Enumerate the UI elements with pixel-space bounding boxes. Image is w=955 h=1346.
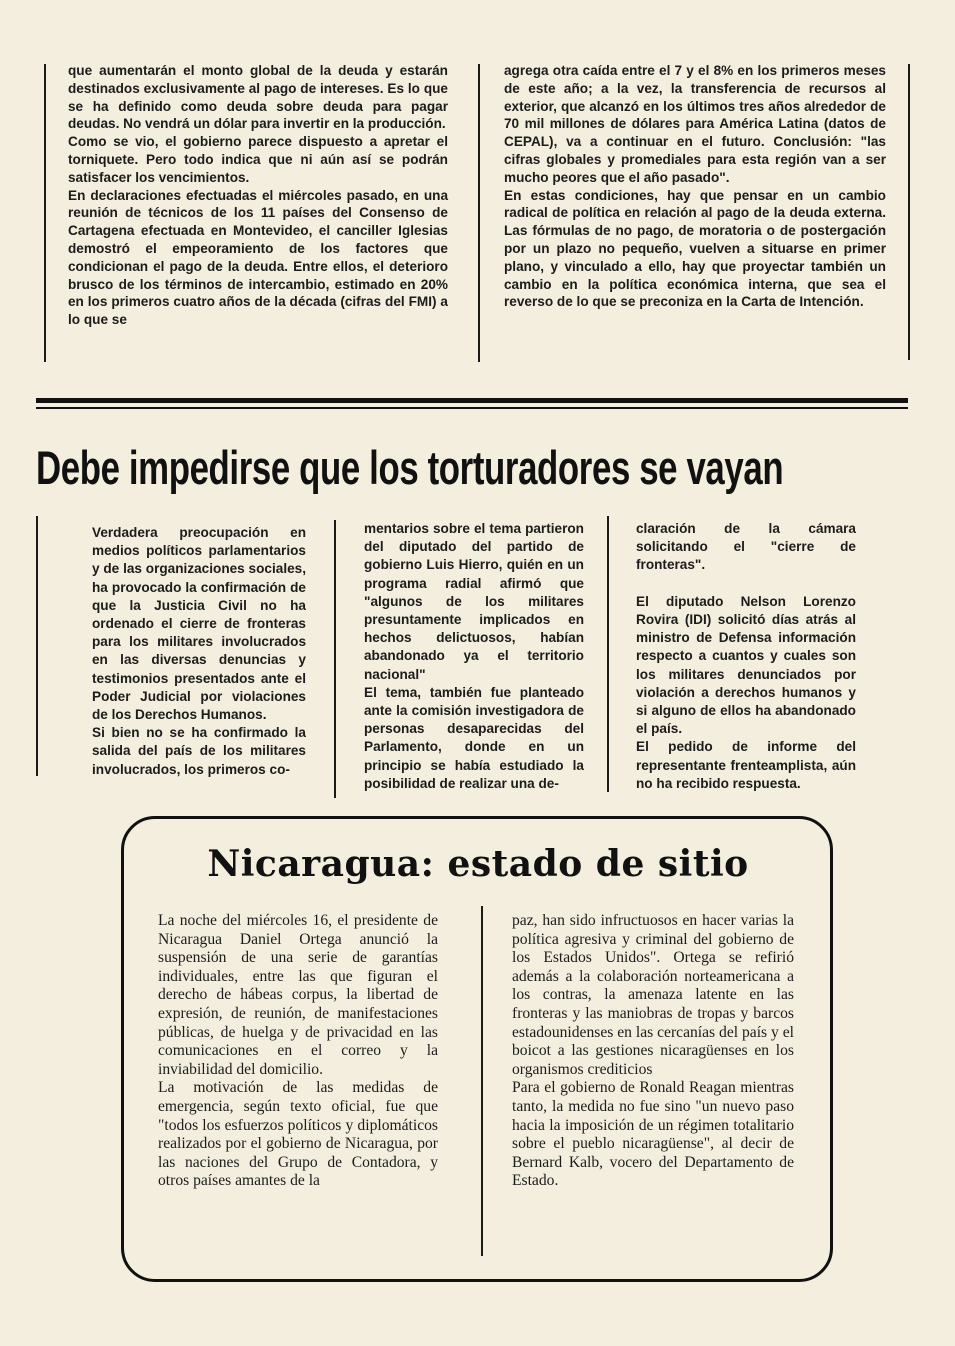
- column-rule-a2: [481, 906, 483, 1256]
- column-rule-top-center: [478, 64, 480, 362]
- article1-column-1: Verdadera preocupación en medios políticos parlamentarios y de las organizaciones sociales, ha provocado la confirmación de que la Justicia Civil no ha ordenado el cierre de fronteras para los militares involucrados en las diversas denuncias y testimonios presentados ante el Poder Judicial por violaciones de los Derechos Humanos. Si bien no se ha confirmado la salida del país de los militares involucrados, los primeros co-: [92, 525, 306, 777]
- column-rule-top-left: [44, 64, 46, 362]
- column-rule-a1-2: [607, 516, 609, 792]
- column-rule-a1-left: [36, 516, 38, 776]
- article1-column-2: mentarios sobre el tema partieron del diputado del partido de gobierno Luis Hierro, quién en un programa radial afirmó que "algunos de los militares presuntamente implicados en hechos delictuosos, habían abandonado ya el territorio nacional" El tema, también fue planteado ante la comisión investigadora de personas desaparecidas del Parlamento, donde en un principio se había estudiado la posibilidad de realizar una de-: [364, 521, 584, 791]
- article-headline-nicaragua: Nicaragua: estado de sitio: [207, 843, 749, 885]
- column-rule-top-right: [908, 64, 910, 360]
- article-headline-torturers: Debe impedirse que los torturadores se vayan: [36, 441, 784, 494]
- column-rule-a1-1: [334, 520, 336, 798]
- article2-column-2: paz, han sido infructuosos en hacer varias la política agresiva y criminal del gobierno de los Estados Unidos". Ortega se refirió además a la colaboración norteamericana a los contras, la amenaza latente en las fronteras y las maniobras de tropas y barcos estadounidenses en las cercanías del país y el boicot a las gestiones nicaragüenses en los organismos crediticios Para el gobierno de Ronald Reagan mientras tanto, la medida no fue sino "un nuevo paso hacia la imposición de un régimen totalitario sobre el pueblo nicaragüense", al decir de Bernard Kalb, vocero del Departamento de Estado.: [512, 912, 794, 1190]
- top-left-column: que aumentarán el monto global de la deuda y estarán destinados exclusivamente al pago de intereses. Es lo que se ha definido como deuda sobre deuda para pagar deudas. No vendrá un dólar para invertir en la producción. Como se vio, el gobierno parece dispuesto a apretar el torniquete. Pero todo indica que ni aún así se podrán satisfacer los vencimientos. En declaraciones efectuadas el miércoles pasado, en una reunión de técnicos de los 11 países del Consenso de Cartagena efectuada en Montevideo, el canciller Iglesias demostró el empeoramiento de los factores que condicionan el pago de la deuda. Entre ellos, el deterioro brusco de los términos de intercambio, estimado en 20% en los primeros cuatro años de la década (cifras del FMI) a lo que se: [68, 63, 448, 328]
- article2-column-1: La noche del miércoles 16, el presidente de Nicaragua Daniel Ortega anunció la suspensión de una serie de garantías individuales, entre las que figuran el derecho de hábeas corpus, la libertad de expresión, de reunión, de manifestaciones públicas, de huelga y de privacidad en las comunicaciones en el correo y la inviabilidad del domicilio. La motivación de las medidas de emergencia, según texto oficial, fue que "todos los esfuerzos políticos y diplomáticos realizados por el gobierno de Nicaragua, por las naciones del Grupo de Contadora, y otros países amantes de la: [158, 912, 438, 1190]
- article1-column-3: claración de la cámara solicitando el "cierre de fronteras". El diputado Nelson Lorenzo Rovira (IDI) solicitó días atrás al ministro de Defensa información respecto a cuantos y cuales son los militares denunciados por violación a derechos humanos y si alguno de ellos ha abandonado el país. El pedido de informe del representante frenteamplista, aún no ha recibido respuesta.: [636, 521, 856, 791]
- top-right-column: agrega otra caída entre el 7 y el 8% en los primeros meses de este año; a la vez, la transferencia de recursos al exterior, que alcanzó en los últimos tres años alrededor de 70 mil millones de dólares para América Latina (datos de CEPAL), va a continuar en el futuro. Conclusión: "las cifras globales y promediales para esta región van a ser mucho peores que el año pasado". En estas condiciones, hay que pensar en un cambio radical de política en relación al pago de la deuda externa. Las fórmulas de no pago, de moratoria o de postergación por un plazo no pequeño, vuelven a situarse en primer plano, y vinculado a ello, hay que proyectar también un cambio en la política económica interna, que sea el reverso de lo que se preconiza en la Carta de Intención.: [504, 63, 886, 310]
- section-divider-thick: [36, 398, 908, 403]
- section-divider-thin: [36, 407, 908, 409]
